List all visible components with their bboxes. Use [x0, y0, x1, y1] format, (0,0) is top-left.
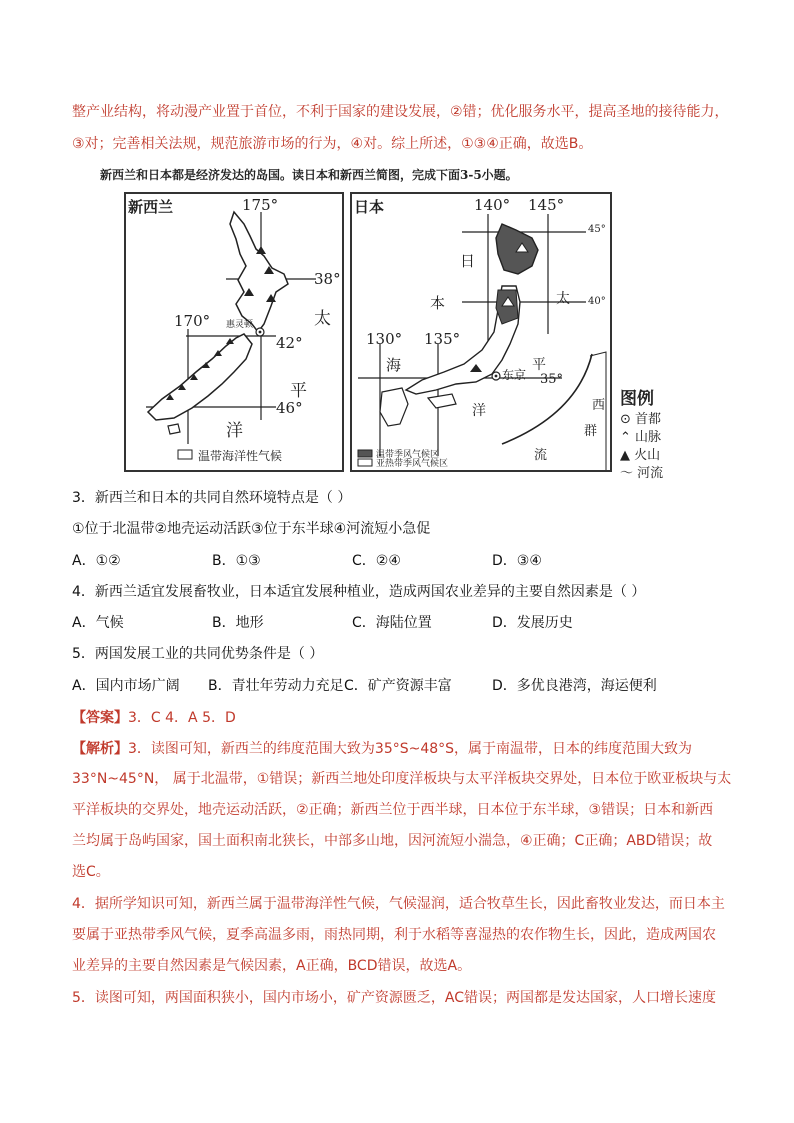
jp-ocean-3: 洋	[472, 403, 486, 419]
analysis-line-2: 33°N~45°N， 属于北温带，①错误；新西兰地处印度洋板块与太平洋板块交界处，日本位于欧亚板块与太	[72, 771, 732, 787]
analysis-line-9: 5．读图可知，两国面积狭小，国内市场小，矿产资源匮乏，AC错误；两国都是发达国家，人口增长速度	[72, 990, 717, 1006]
jp-islands-1: 西	[592, 398, 606, 413]
jp-sea-label: 海	[386, 356, 402, 374]
analysis-line-8: 业差异的主要自然因素是气候因素，A正确，BCD错误，故选A。	[72, 958, 472, 974]
question-4-options	[72, 612, 573, 632]
nz-map-title: 新西兰	[128, 198, 174, 216]
nz-ocean-2: 平	[290, 381, 307, 401]
q3-option-d[interactable]: D．③④	[492, 553, 542, 569]
answer-text: 3．C 4．A 5．D	[128, 710, 236, 726]
jp-lon-135: 135°	[424, 330, 461, 348]
q3-option-a[interactable]: A．①②	[72, 553, 121, 569]
q4-option-b[interactable]: B．地形	[212, 615, 264, 631]
jp-lon-130: 130°	[366, 330, 403, 348]
map-legend	[620, 384, 663, 480]
q3-option-c[interactable]: C．②④	[352, 553, 401, 569]
question-3-options	[72, 550, 542, 570]
jp-ocean-2: 平	[532, 357, 546, 373]
question-4-stem: 4．新西兰适宜发展畜牧业，日本适宜发展种植业，造成两国农业差异的主要自然因素是（ ）	[72, 584, 646, 600]
question-5-stem: 5．两国发展工业的共同优势条件是（ ）	[72, 646, 324, 662]
q4-option-d[interactable]: D．发展历史	[492, 615, 573, 631]
nz-ocean-1: 太	[314, 309, 331, 329]
analysis-line-4: 兰均属于岛屿国家，国土面积南北狭长，中部多山地，因河流短小湍急，④正确；C正确；ABD错误；故	[72, 833, 713, 849]
jp-lon-145: 145°	[528, 196, 565, 214]
q4-option-a[interactable]: A．气候	[72, 615, 124, 631]
analysis-line-7: 要属于亚热带季风气候，夏季高温多雨，雨热同期，利于水稻等喜湿热的农作物生长，因此，造成两国农	[72, 927, 716, 943]
nz-legend-label: 温带海洋性气候	[198, 449, 283, 463]
answer-label: 【答案】	[72, 710, 128, 726]
q3-option-b[interactable]: B．①③	[212, 553, 261, 569]
nz-capital-label: 惠灵顿	[226, 320, 254, 330]
nz-lon-170: 170°	[174, 312, 211, 330]
nz-ocean-3: 洋	[226, 421, 243, 441]
legend-item-capital: ⊙ 首都	[620, 412, 662, 427]
top-line-1: 整产业结构，将动漫产业置于首位，不利于国家的建设发展，②错；优化服务水平，提高圣地的接待能力，	[72, 104, 729, 120]
jp-lat-35: 35°	[540, 372, 564, 387]
nz-lat-42: 42°	[276, 334, 303, 352]
jp-legend-2: 亚热带季风气候区	[376, 459, 449, 469]
analysis-line-6: 4．据所学知识可知，新西兰属于温带海洋性气候，气候湿润，适合牧草生长，因此畜牧业发达，而日本主	[72, 896, 725, 912]
mountain-icon: ⌃	[620, 430, 631, 445]
analysis-label: 【解析】	[72, 741, 128, 757]
legend-item-volcano: ▲ 火山	[620, 448, 661, 463]
legend-item-river: 〜 河流	[620, 466, 664, 481]
river-icon: 〜	[620, 466, 634, 481]
jp-ocean-1: 太	[556, 291, 570, 307]
japan-map	[350, 192, 612, 472]
nz-lat-46: 46°	[276, 399, 303, 417]
analysis-line-3: 平洋板块的交界处，地壳运动活跃，②正确；新西兰位于西半球，日本位于东半球，③错误；日本和新西	[72, 802, 714, 818]
volcano-icon: ▲	[620, 448, 630, 463]
analysis-line-1: 【解析】3．读图可知，新西兰的纬度范围大致为35°S~48°S，属于南温带，日本的纬度范围大致为	[72, 741, 693, 757]
legend-title: 图例	[620, 389, 654, 409]
question-5-options	[72, 675, 657, 695]
top-line-2: ③对；完善相关法规，规范旅游市场的行为，④对。综上所述，①③④正确，故选B。	[72, 136, 593, 152]
jp-lon-140: 140°	[474, 196, 511, 214]
q5-option-a[interactable]: A．国内市场广阔	[72, 678, 180, 694]
intro-text: 新西兰和日本都是经济发达的岛国。读日本和新西兰简图，完成下面3-5小题。	[100, 168, 518, 182]
jp-country-1: 日	[460, 252, 476, 270]
jp-map-title: 日本	[354, 198, 385, 216]
q4-option-c[interactable]: C．海陆位置	[352, 615, 432, 631]
legend-item-mountain: ⌃ 山脉	[620, 430, 662, 445]
jp-lat-40: 40°	[588, 296, 606, 307]
q5-option-d[interactable]: D．多优良港湾，海运便利	[492, 678, 657, 694]
analysis-line-5: 选C。	[72, 864, 110, 880]
question-3-statements: ①位于北温带②地壳运动活跃③位于东半球④河流短小急促	[72, 521, 431, 537]
q5-option-c[interactable]: C．矿产资源丰富	[344, 678, 452, 694]
nz-lat-38: 38°	[314, 270, 341, 288]
question-3-stem: 3．新西兰和日本的共同自然环境特点是（ ）	[72, 490, 352, 506]
jp-capital-label: 东京	[502, 368, 527, 382]
jp-country-2: 本	[430, 294, 446, 312]
new-zealand-map	[124, 192, 344, 472]
jp-lat-45: 45°	[588, 224, 606, 235]
answer-line	[72, 707, 236, 727]
nz-lon-175: 175°	[242, 196, 279, 214]
q5-option-b[interactable]: B．青壮年劳动力充足	[208, 678, 344, 694]
jp-current-label: 流	[534, 448, 548, 463]
jp-islands-2: 群	[584, 424, 598, 439]
capital-icon: ⊙	[620, 412, 631, 427]
jp-legend-1: 温带季风气候区	[376, 450, 440, 460]
